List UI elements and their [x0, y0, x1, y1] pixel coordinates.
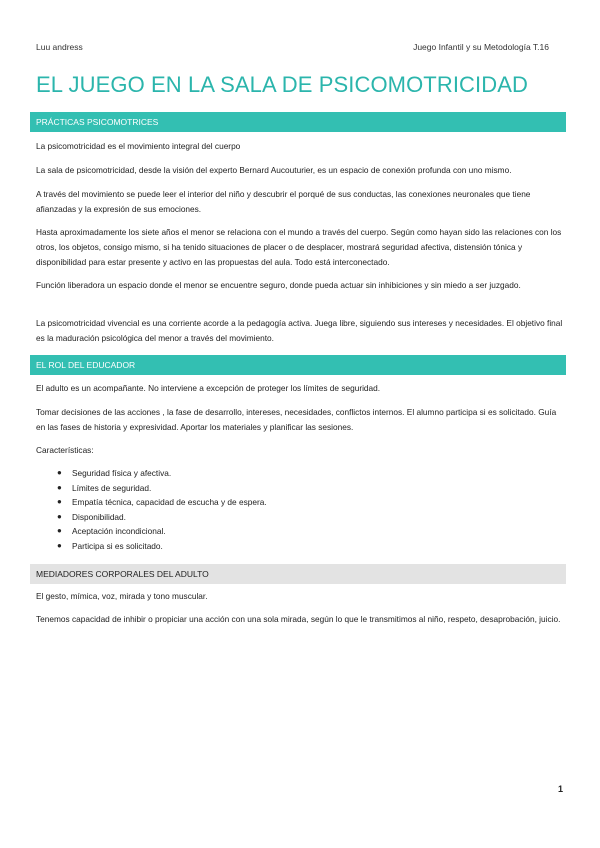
paragraph-practicas-4: Hasta aproximadamente los siete años el menor se relaciona con el mundo a través del cuerpo. Según como hayan sido las relaciones con los otros, los objetos, consigo mismo, si ha tenido situaciones de placer o de desplacer, mostrará seguridad afectiva, distensión tónica y disponibilidad para estar presente y activo en las propuestas del aula. Todo está interconectado.: [36, 227, 562, 267]
header-author: Luu andress: [36, 42, 83, 52]
section-heading-mediadores: MEDIADORES CORPORALES DEL ADULTO: [30, 564, 566, 584]
bullet-icon: ●: [57, 468, 62, 477]
list-item: ● Seguridad física y afectiva.: [52, 466, 267, 481]
page-title: EL JUEGO EN LA SALA DE PSICOMOTRICIDAD: [36, 72, 528, 97]
bullet-icon: ●: [57, 511, 62, 521]
section-heading-practicas: PRÁCTICAS PSICOMOTRICES: [30, 112, 566, 132]
paragraph-practicas-3: A través del movimiento se puede leer el interior del niño y descubrir el porqué de sus conductas, las conexiones neuronales que tiene afianzadas y la expresión de sus emociones.: [36, 189, 531, 214]
caracteristicas-list: [52, 466, 267, 554]
paragraph-practicas-2: La sala de psicomotricidad, desde la visión del experto Bernard Aucouturier, es un espacio de conexión profunda con uno mismo.: [36, 165, 512, 175]
bullet-icon: ●: [57, 482, 62, 492]
bullet-icon: ●: [57, 497, 62, 507]
paragraph-rol-2: Tomar decisiones de las acciones , la fase de desarrollo, intereses, necesidades, conflictos internos. El alumno participa si es solicitado. Guía en las fases de historia y expresividad. Aportar los materiales y planificar las sesiones.: [36, 407, 557, 432]
list-item: ● Participa si es solicitado.: [52, 539, 267, 554]
paragraph-practicas-5: Función liberadora un espacio donde el menor se encuentre seguro, donde pueda actuar sin inhibiciones y sin miedo a ser juzgado.: [36, 280, 521, 290]
paragraph-rol-3: Características:: [36, 445, 94, 455]
paragraph-rol-1: El adulto es un acompañante. No interviene a excepción de proteger los límites de seguridad.: [36, 383, 381, 393]
paragraph-mediadores-2: Tenemos capacidad de inhibir o propiciar una acción con una sola mirada, según lo que le transmitimos al niño, respeto, desaprobación, juicio.: [36, 614, 561, 624]
section-heading-rol: EL ROL DEL EDUCADOR: [30, 355, 566, 375]
list-item: ● Empatía técnica, capacidad de escucha y de espera.: [52, 495, 267, 510]
bullet-icon: ●: [57, 540, 62, 550]
header-course: Juego Infantil y su Metodología T.16: [413, 42, 549, 52]
list-item: ● Aceptación incondicional.: [52, 524, 267, 539]
bullet-icon: ●: [57, 526, 62, 536]
page-number: 1: [558, 784, 564, 794]
paragraph-practicas-1: La psicomotricidad es el movimiento integral del cuerpo: [36, 141, 241, 151]
paragraph-mediadores-1: El gesto, mímica, voz, mirada y tono muscular.: [36, 591, 208, 601]
list-item: ● Disponibilidad.: [52, 510, 267, 525]
paragraph-practicas-6: La psicomotricidad vivencial es una corriente acorde a la pedagogía activa. Juega libre, siguiendo sus intereses y necesidades. El objetivo final es la maduración psicológica del menor a través del movimiento.: [36, 318, 563, 343]
list-item: ● Límites de seguridad.: [52, 481, 267, 496]
